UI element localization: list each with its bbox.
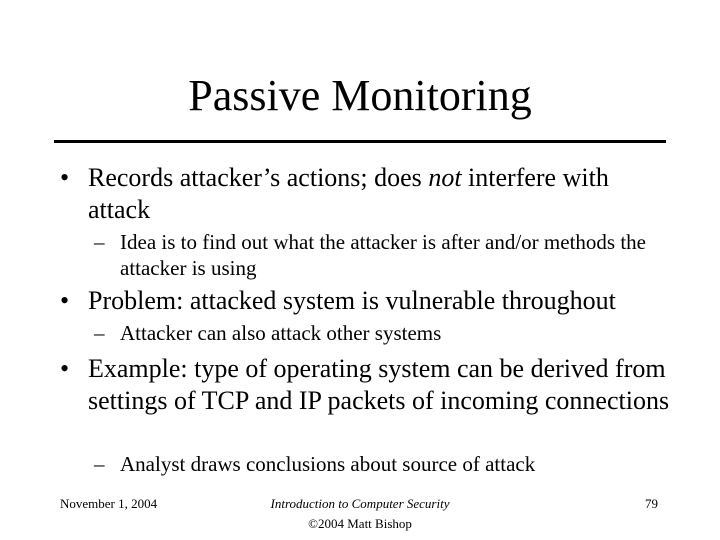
bullet-mark: • (60, 286, 70, 315)
bullet-2-text: Problem: attacked system is vulnerable throughout (88, 286, 616, 315)
sub-bullet-2 (94, 320, 664, 346)
sub-bullet-3 (94, 451, 664, 477)
sub-bullet-2-text: Attacker can also attack other systems (120, 321, 442, 345)
sub-bullet-3-text: Analyst draws conclusions about source of attack (120, 452, 536, 476)
sub-bullet-mark: – (94, 452, 105, 476)
bullet-1-text (60, 162, 670, 226)
bullet-mark: • (60, 163, 70, 192)
bullet-1 (60, 162, 670, 226)
slide-title: Passive Monitoring (188, 71, 532, 120)
sub-bullet-mark: – (94, 230, 105, 254)
bullet-mark: • (60, 354, 70, 383)
footer-credit (200, 494, 520, 534)
sub-bullet-1-text: Idea is to find out what the attacker is after and/or methods the attacker is using (120, 230, 646, 280)
bullet-3-text: Example: type of operating system can be derived from settings of TCP and IP packets of incoming connections (88, 354, 670, 415)
bullet-2 (60, 285, 670, 317)
footer-copyright: ©2004 Matt Bishop (308, 516, 412, 531)
footer-date: November 1, 2004 (60, 496, 158, 511)
sub-bullet-1 (94, 229, 664, 281)
page-number: 79 (645, 496, 658, 511)
bullet-1-text-post: interfere with attack (88, 163, 609, 224)
bullet-1-emphasis: not (428, 163, 462, 192)
title-divider (54, 140, 666, 143)
bullet-3 (60, 353, 670, 417)
footer-course: Introduction to Computer Security (270, 496, 450, 511)
bullet-1-text-pre: Records attacker’s actions; does (88, 163, 429, 192)
sub-bullet-mark: – (94, 321, 105, 345)
